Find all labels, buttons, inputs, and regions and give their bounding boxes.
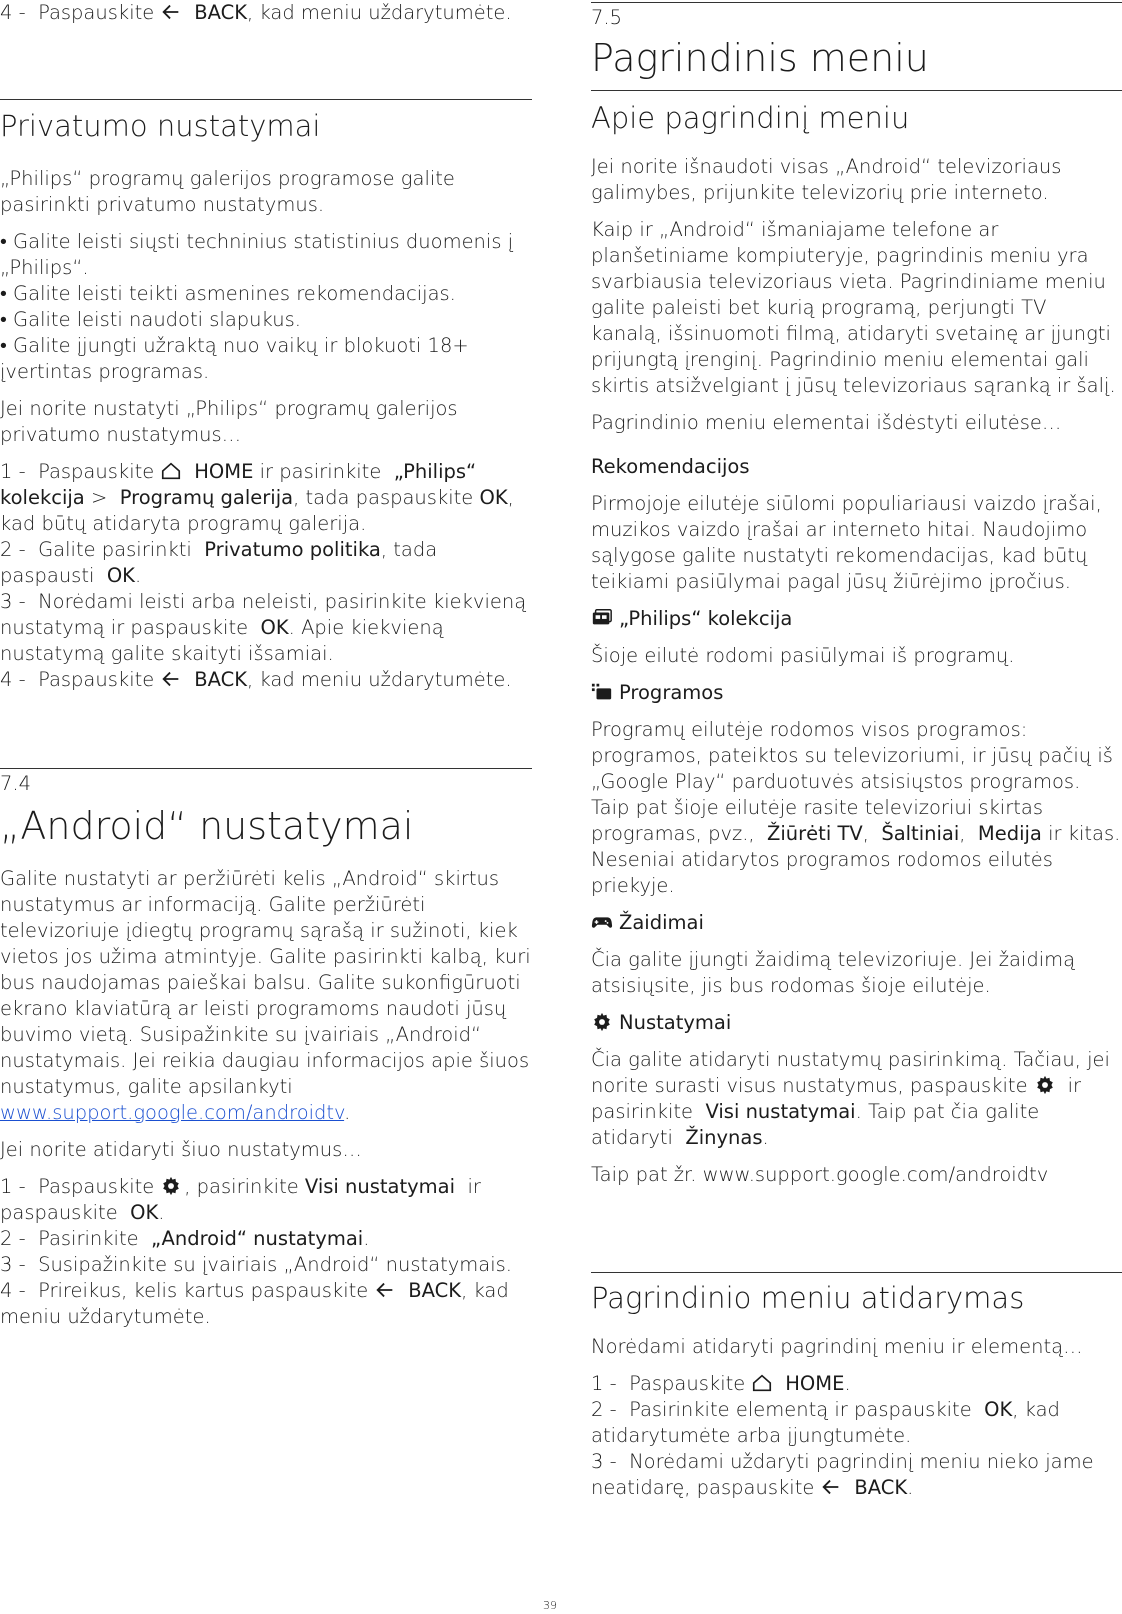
section-divider: [0, 768, 532, 769]
list-item: • Galite leisti siųsti techninius statistinius duomenis į „Philips“.: [0, 230, 514, 279]
privacy-lead: Jei norite nustatyti „Philips“ programų galerijos privatumo nustatymus…: [0, 397, 458, 446]
recommendations-heading: Rekomendacijos: [591, 455, 750, 478]
page-number: 39: [543, 1599, 557, 1612]
list-item: • Galite leisti teikti asmenines rekomendacijas.: [0, 282, 456, 305]
section-divider: [0, 99, 532, 100]
gear-icon: [160, 1175, 184, 1197]
step-1: 1 - Paspauskite HOME ir pasirinkite „Philips“ kolekcija > Programų galerija, tada paspauskite OK, kad būtų atidaryta programų galerija.: [0, 460, 514, 535]
step-3: 3 - Susipažinkite su įvairiais „Android“ nustatymais.: [0, 1253, 513, 1276]
step-4: 4 - Paspauskite BACK, kad meniu uždarytumėte.: [0, 668, 512, 691]
back-arrow-icon: [820, 1476, 848, 1498]
about-p2: Kaip ir „Android“ išmaniajame telefone ar planšetiniame kompiuteryje, pagrindinis meniu yra svarbiausia televizoriaus vieta. Pagrindiniame meniu galite paleisti bet kurią programą, perjungti TV kanalą, išsinuomoti filmą, atidaryti svetainę ar įjungti prijungtą įrenginį. Pagrindinio meniu elementai gali skirtis atsižvelgiant į jūsų televizoriaus sąranką ir šalį.: [591, 218, 1116, 397]
step-1: 1 - Paspauskite , pasirinkite Visi nustatymai ir paspauskite OK.: [0, 1175, 481, 1224]
games-body: Čia galite įjungti žaidimą televizoriuje. Jei žaidimą atsisiųsite, jis bus rodomas šioje eilutėje.: [591, 948, 1076, 997]
see-also: Taip pat žr. www.support.google.com/androidtv: [591, 1163, 1049, 1186]
step-2: 2 - Galite pasirinkti Privatumo politika, tada paspausti OK.: [0, 538, 438, 587]
section-title: Pagrindinis meniu: [591, 36, 929, 80]
privacy-intro: „Philips“ programų galerijos programose galite pasirinkti privatumo nustatymus.: [0, 167, 455, 216]
about-p3: Pagrindinio meniu elementai išdėstyti eilutėse…: [591, 411, 1062, 434]
open-steps: [591, 1371, 1122, 1501]
support-link[interactable]: www.support.google.com/androidtv: [0, 1101, 345, 1124]
section-number: 7.4: [0, 772, 32, 795]
list-item: • Galite leisti naudoti slapukus.: [0, 308, 301, 331]
section-divider: [591, 90, 1122, 91]
list-item: • Galite įjungti užraktą nuo vaikų ir blokuoti 18+ įvertintas programas.: [0, 334, 469, 383]
section-title: „Android“ nustatymai: [0, 804, 414, 848]
gear-icon: [591, 1011, 615, 1033]
section-number: 7.5: [591, 6, 623, 29]
recommendations-body: Pirmojoje eilutėje siūlomi populiariausi vaizdo įrašai, muzikos vaizdo įrašai ar interneto hitai. Naudojimo sąlygose galite nustatyti rekomendacijas, kad būtų teikiami pasiūlymai pagal jūsų žiūrėjimo įpročius.: [591, 492, 1102, 593]
settings-heading: Nustatymai: [591, 1010, 1122, 1036]
back-arrow-icon: [160, 1, 188, 23]
step-4: 4 - Prireikus, kelis kartus paspauskite BACK, kad meniu uždarytumėte.: [0, 1279, 509, 1328]
android-section: [0, 772, 532, 1330]
about-home-menu: [591, 100, 1122, 1188]
home-icon: [751, 1372, 779, 1394]
apps-heading: Programos: [591, 680, 1122, 706]
subsection-title: Apie pagrindinį meniu: [591, 101, 910, 135]
section-title: Privatumo nustatymai: [0, 109, 321, 143]
section-divider: [591, 1272, 1122, 1273]
step-2: 2 - Pasirinkite elementą ir paspauskite OK, kad atidarytumėte arba įjungtumėte.: [591, 1398, 1060, 1447]
apps-icon: [591, 681, 615, 703]
step-1: 1 - Paspauskite HOME.: [591, 1372, 851, 1395]
gamepad-icon: [591, 911, 615, 933]
step-3: 3 - Norėdami uždaryti pagrindinį meniu nieko jame neatidarę, paspauskite BACK.: [591, 1450, 1094, 1499]
home-icon: [160, 460, 188, 482]
collection-heading: „Philips“ kolekcija: [591, 606, 1122, 632]
step-3: 3 - Norėdami leisti arba neleisti, pasirinkite kiekvieną nustatymą ir paspauskite OK. Apie kiekvieną nustatymą galite skaityti išsamiai.: [0, 590, 527, 665]
back-arrow-icon: [374, 1279, 402, 1301]
section-divider: [591, 2, 1122, 3]
top-step: 4 - Paspauskite BACK, kad meniu uždarytumėte.: [0, 1, 512, 24]
step-2: 2 - Pasirinkite „Android“ nustatymai.: [0, 1227, 370, 1250]
gear-icon: [1034, 1074, 1062, 1096]
subsection-title: Pagrindinio meniu atidarymas: [591, 1281, 1025, 1315]
open-home-menu: [591, 1280, 1122, 1501]
collection-icon: [591, 607, 615, 629]
apps-body: Programų eilutėje rodomos visos programos: programos, pateiktos su televizoriumi, ir jūsų pačių iš „Google Play“ parduotuvės atsisiųstos programos. Taip pat šioje eilutėje rasite televizoriui skirtas programas, pvz., Žiūrėti TV, Šaltiniai, Medija ir kitas. Neseniai atidarytos programos rodomos eilutės priekyje.: [591, 718, 1121, 897]
about-p1: Jei norite išnaudoti visas „Android“ televizoriaus galimybes, prijunkite televizorių prie interneto.: [591, 155, 1062, 204]
back-arrow-icon: [160, 668, 188, 690]
home-menu-header: [591, 6, 1122, 80]
android-lead: Jei norite atidaryti šiuo nustatymus…: [0, 1138, 362, 1161]
android-steps: [0, 1174, 532, 1330]
privacy-steps: [0, 459, 532, 693]
settings-body: Čia galite atidaryti nustatymų pasirinkimą. Tačiau, jei norite surasti visus nustatymus, paspauskite ir pasirinkite Visi nustatymai. Taip pat čia galite atidaryti Žinynas.: [591, 1048, 1110, 1149]
open-lead: Norėdami atidaryti pagrindinį meniu ir elementą…: [591, 1335, 1083, 1358]
privacy-bullets: [0, 229, 532, 385]
collection-body: Šioje eilutė rodomi pasiūlymai iš programų.: [591, 644, 1015, 667]
games-heading: Žaidimai: [591, 910, 1122, 936]
privacy-section: [0, 108, 532, 693]
android-body: Galite nustatyti ar peržiūrėti kelis „Android“ skirtus nustatymus ar informaciją. Galite peržiūrėti televizoriuje įdiegtų programų sąrašą ir sužinoti, kiek vietos jos užima atmintyje. Galite pasirinkti kalbą, kuri bus naudojamas paieškai balsu. Galite sukonfigūruoti ekrano klaviatūrą ar leisti programoms naudoti jūsų buvimo vietą. Susipažinkite su įvairiais „Android“ nustatymais. Jei reikia daugiau informacijos apie šiuos nustatymus, galite apsilankyti www.support.google.com/androidtv.: [0, 867, 531, 1124]
